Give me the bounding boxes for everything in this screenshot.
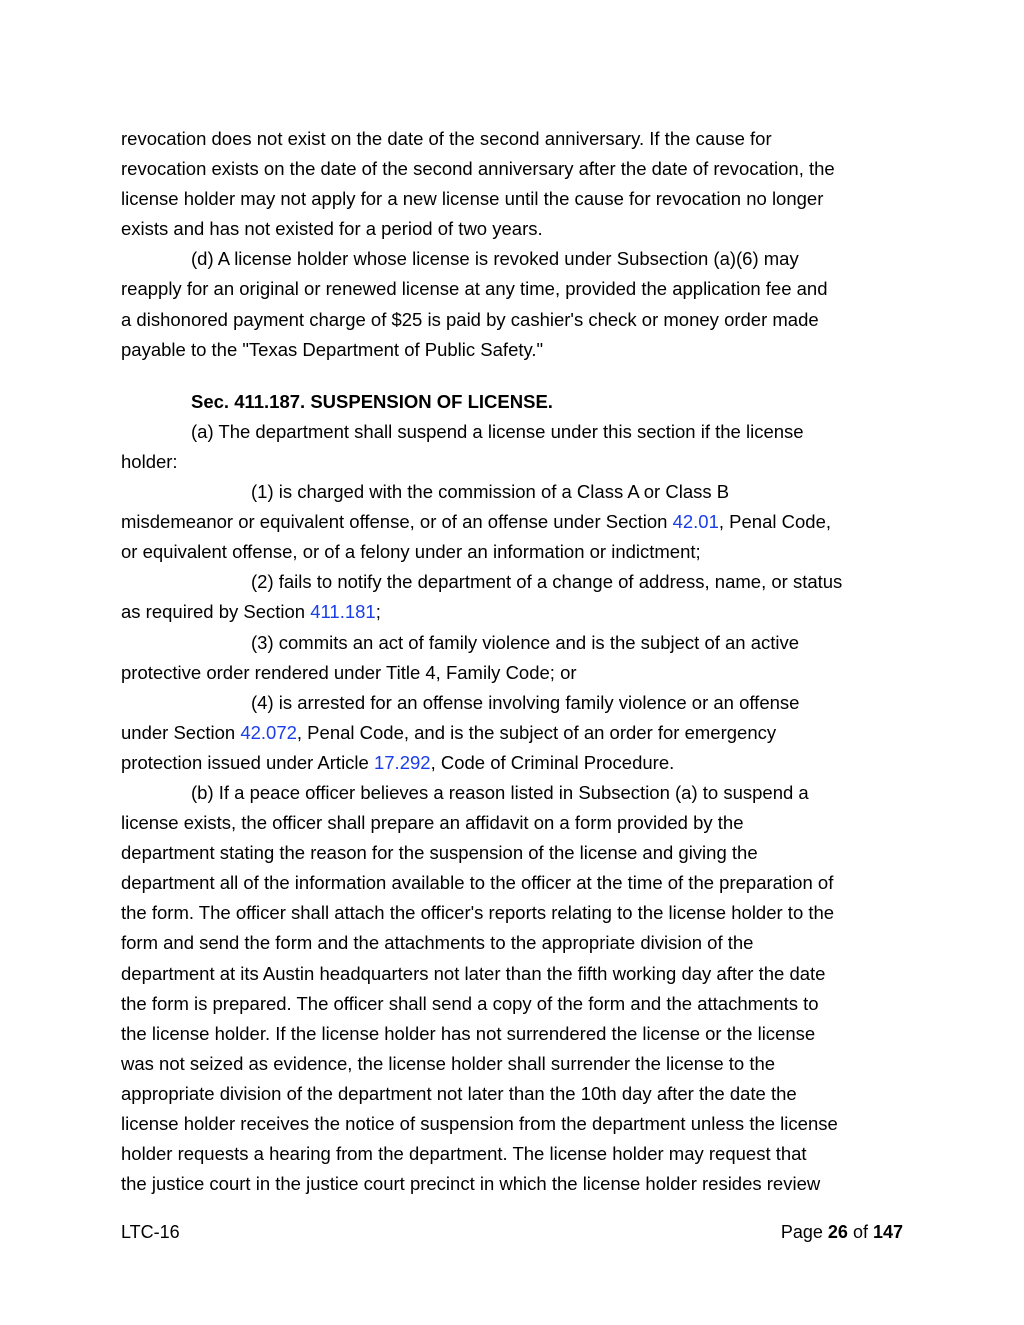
text-line: the form. The officer shall attach the officer's reports relating to the license holder to the (121, 902, 835, 924)
text-line: holder requests a hearing from the department. The license holder may request that (121, 1143, 807, 1165)
page-word: Page (780, 1222, 828, 1242)
text-line: license holder may not apply for a new license until the cause for revocation no longer (121, 188, 824, 210)
text-segment: ; (375, 601, 381, 623)
text-line: the form is prepared. The officer shall send a copy of the form and the attachments to (121, 992, 819, 1014)
text-line: appropriate division of the department not later than the 10th day after the date the (121, 1082, 797, 1104)
text-line: was not seized as evidence, the license holder shall surrender the license to the (121, 1052, 776, 1074)
text-line: department all of the information available to the officer at the time of the preparation of (121, 872, 834, 894)
text-line: a dishonored payment charge of $25 is paid by cashier's check or money order made (121, 308, 819, 330)
document-id: LTC-16 (121, 1222, 180, 1242)
text-line: department at its Austin headquarters not later than the fifth working day after the date (121, 962, 826, 984)
document-body (121, 124, 903, 1199)
text-line: (2) fails to notify the department of a change of address, name, or status (251, 571, 843, 593)
text-line: (b) If a peace officer believes a reason listed in Subsection (a) to suspend a (191, 781, 809, 803)
text-segment: as required by Section (121, 601, 311, 623)
text-line: exists and has not existed for a period of two years. (121, 218, 543, 240)
text-line: department stating the reason for the suspension of the license and giving the (121, 842, 758, 864)
section-42-072-link[interactable]: 42.072 (240, 721, 297, 743)
section-heading: Sec. 411.187. SUSPENSION OF LICENSE. (191, 390, 553, 412)
text-line: (a) The department shall suspend a license under this section if the license (191, 420, 804, 442)
text-line: (4) is arrested for an offense involving family violence or an offense (251, 691, 800, 713)
text-line (121, 718, 903, 748)
page-total: 147 (872, 1222, 903, 1242)
text-line (121, 507, 903, 537)
section-spacer (121, 365, 903, 387)
text-segment: misdemeanor or equivalent offense, or of an offense under Section (121, 511, 673, 533)
page-current: 26 (827, 1222, 848, 1242)
text-segment: , Penal Code, (718, 511, 831, 533)
text-line: form and send the form and the attachments to the appropriate division of the (121, 932, 754, 954)
text-segment: under Section (121, 721, 241, 743)
text-line: holder: (121, 450, 178, 472)
text-line: revocation does not exist on the date of the second anniversary. If the cause for (121, 128, 772, 149)
article-17-292-link[interactable]: 17.292 (373, 751, 431, 773)
text-line: (d) A license holder whose license is revoked under Subsection (a)(6) may (191, 248, 799, 270)
text-segment: , Penal Code, and is the subject of an order for emergency (296, 721, 777, 743)
text-line (121, 748, 903, 778)
text-line: the justice court in the justice court precinct in which the license holder resides review (121, 1173, 821, 1195)
text-line: (1) is charged with the commission of a Class A or Class B (251, 481, 730, 503)
text-segment: protection issued under Article (121, 751, 374, 773)
text-line: payable to the "Texas Department of Public Safety." (121, 338, 544, 360)
page-number (781, 1222, 903, 1243)
text-line: revocation exists on the date of the second anniversary after the date of revocation, the (121, 158, 835, 180)
of-word: of (847, 1222, 873, 1242)
text-line: the license holder. If the license holder has not surrendered the license or the license (121, 1022, 816, 1044)
page-footer (121, 1222, 903, 1243)
text-line: license holder receives the notice of suspension from the department unless the license (121, 1113, 838, 1134)
text-line: (3) commits an act of family violence and is the subject of an active (251, 631, 800, 653)
section-42-01-link[interactable]: 42.01 (672, 511, 719, 533)
section-411-181-link[interactable]: 411.181 (310, 601, 376, 623)
text-line (121, 597, 903, 627)
text-line: license exists, the officer shall prepare an affidavit on a form provided by the (121, 812, 744, 834)
text-line: protective order rendered under Title 4, Family Code; or (121, 661, 577, 683)
text-line: or equivalent offense, or of a felony under an information or indictment; (121, 541, 701, 563)
text-segment: , Code of Criminal Procedure. (430, 751, 675, 773)
text-line: reapply for an original or renewed license at any time, provided the application fee and (121, 278, 828, 300)
